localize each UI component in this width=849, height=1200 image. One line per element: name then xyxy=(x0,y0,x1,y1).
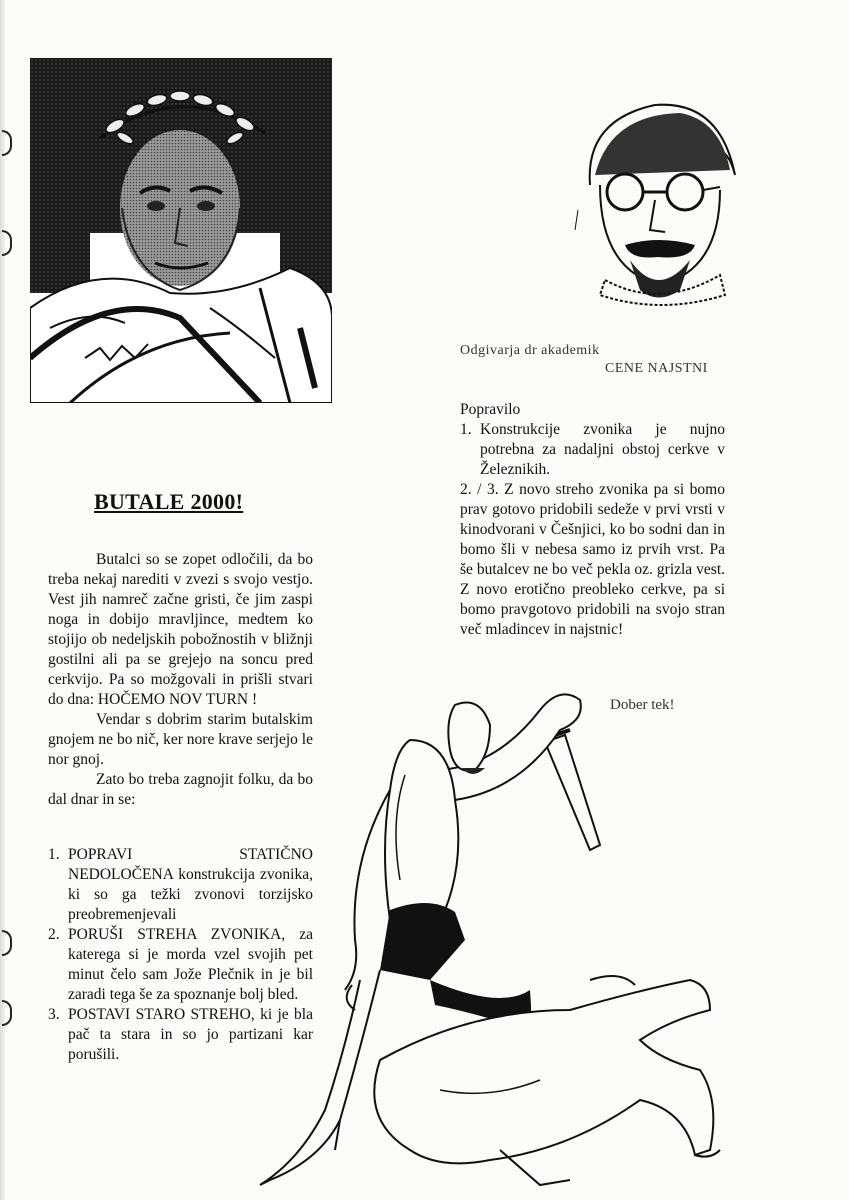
correction-heading: Popravilo xyxy=(460,401,521,418)
paragraph: Butalci so se zopet odločili, da bo treba nekaj narediti v zvezi s svojo vestjo. Vest jih namreč začne gristi, če jim zaspi noga in dobijo mravljince, medtem ko stojijo ob nedeljskih pobožnostih v bližnji gostilni ali pa se grejejo na soncu pred cerkvijo. Pa so možgovali in prišli stvari do dna: HOČEMO NOV TURN ! xyxy=(48,551,313,708)
binder-ring xyxy=(2,130,12,156)
list-item: 1. POPRAVI STATIČNO NEDOLOČENA konstrukcija zvonika, ki so ga težki zvonovi torzijsko preobremenjevali xyxy=(48,846,313,923)
laurel-wreath-portrait-photo xyxy=(30,58,332,403)
knife-wielding-figure-drawing xyxy=(240,680,760,1195)
list-item: 2. / 3. Z novo streho zvonika pa si bomo prav gotovo pridobili sedeže v prvi vrsti v kinodvorani v Češnjici, ko bo sodni dan in bomo šli v nebesa samo iz prvih vrst. Pa še butalcev ne bo več pekla oz. grizla vest. Z novo erotično preobleko cerkve, pa si bomo pravgotovo pridobili na svojo stran več mladincev in najstnic! xyxy=(460,481,725,638)
list-item: 2. PORUŠI STREHA ZVONIKA, za katerega si je morda vzel svojih pet minut čelo sam Jože Plečnik in je bil zaradi tega še za spoznanje bolj bled. xyxy=(48,926,313,1003)
list-item: 1. Konstrukcije zvonika je nujno potrebna za nadaljni obstoj cerkve v Železnikih. xyxy=(460,421,725,478)
binder-ring xyxy=(2,930,12,956)
article-title: BUTALE 2000! xyxy=(94,489,244,514)
drawing-caption: Dober tek! xyxy=(610,697,675,713)
academic-caricature-drawing xyxy=(570,95,750,310)
answer-credit-line: Odgivarja dr akademik xyxy=(460,343,600,358)
paragraph: Zato bo treba zagnojit folku, da bo dal dnar in se: xyxy=(48,771,313,808)
list-item: 3. POSTAVI STARO STREHO, ki je bla pač ta stara in so jo partizani kar porušili. xyxy=(48,1006,313,1063)
corrections-list xyxy=(460,420,725,640)
binder-ring xyxy=(2,1000,12,1026)
answer-credit-name: CENE NAJSTNI xyxy=(605,361,708,376)
binder-ring xyxy=(2,230,12,256)
paragraph: Vendar s dobrim starim butalskim gnojem ne bo nič, ker nore krave serjejo le nor gnoj. xyxy=(48,711,313,768)
